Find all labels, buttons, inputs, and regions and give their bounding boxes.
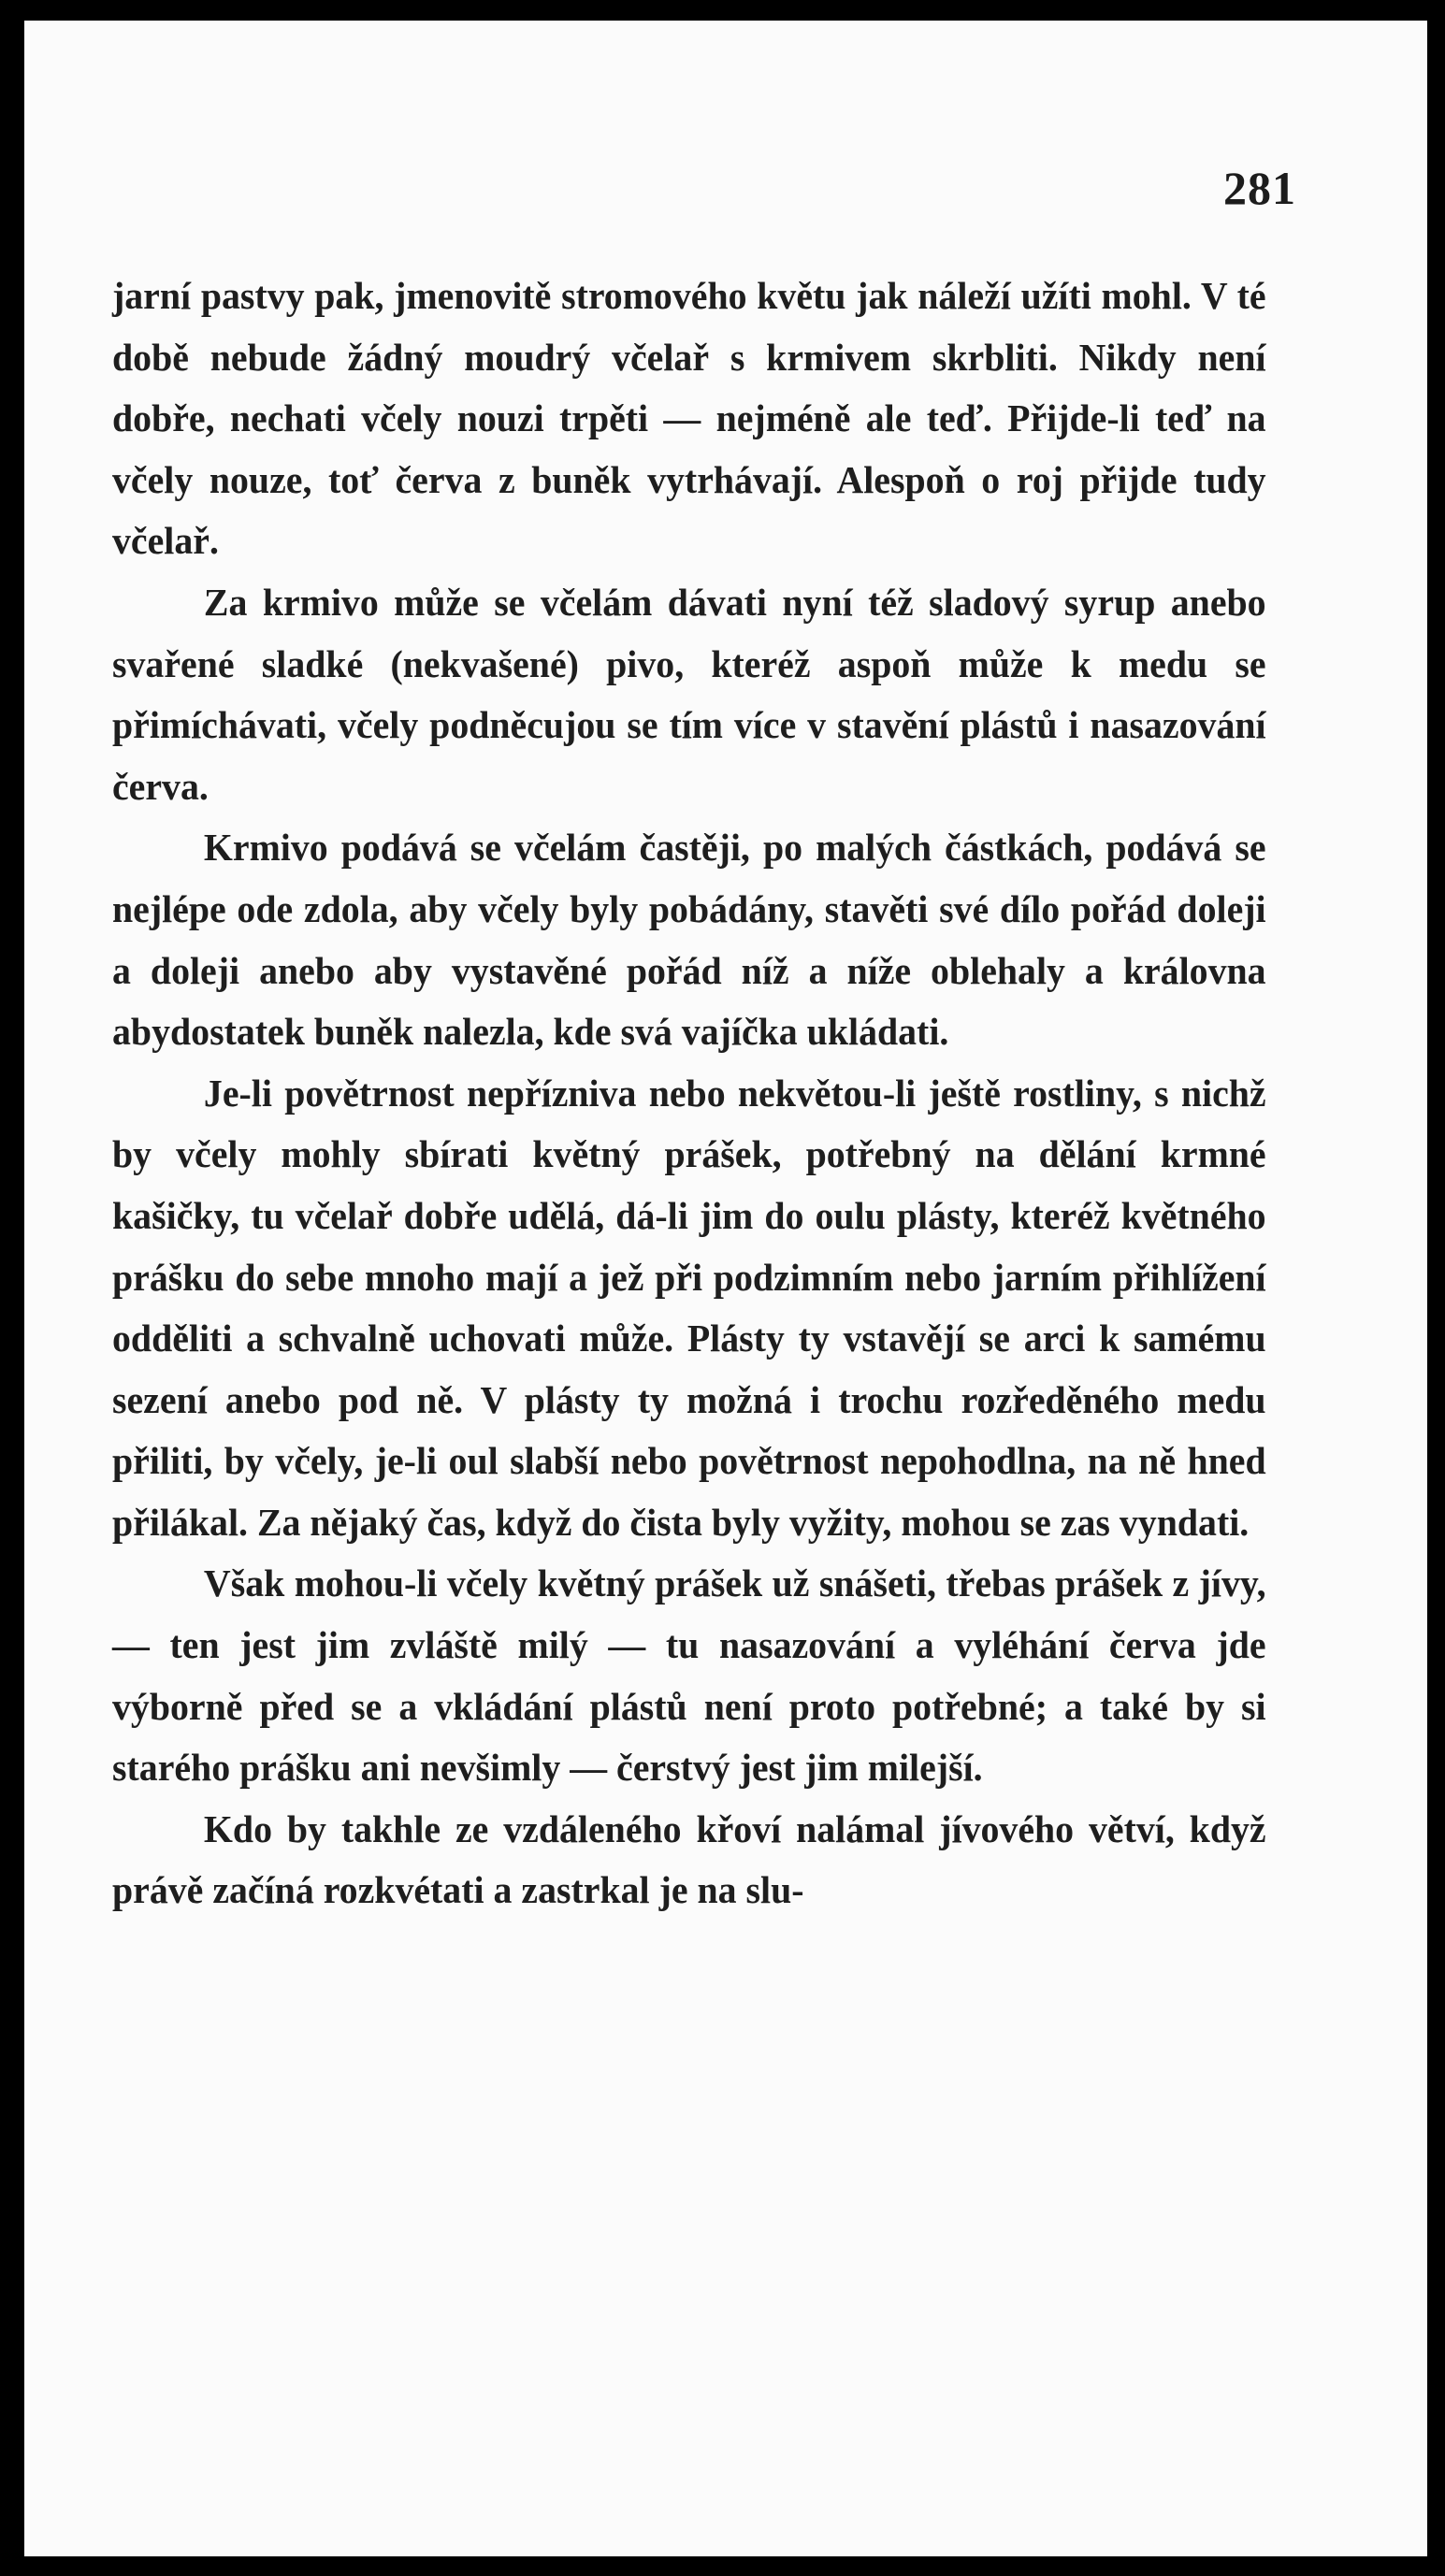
- body-text: [112, 266, 1267, 1921]
- paragraph-2: Za krmivo může se včelám dávati nyní též sladový syrup anebo svařené sladké (nekvašené) pivo, kteréž aspoň může k medu se přimíchávati, včely podněcujou se tím více v stavění plástů i nasazování červa.: [112, 580, 1266, 808]
- paragraph-6: Kdo by takhle ze vzdáleného křoví nalámal jívového větví, když právě začíná rozkvétati a zastrkal je na slu-: [112, 1806, 1266, 1912]
- paragraph-5: Však mohou-li včely květný prášek už snášeti, třebas prášek z jívy, — ten jest jim zvláště milý — tu nasazování a vyléhání červa jde výborně před se a vkládání plástů není proto potřebné; a také by si starého prášku ani nevšimly — čerstvý jest jim milejší.: [112, 1561, 1266, 1790]
- paragraph-4: Je-li povětrnost nepřízniva nebo nekvětou-li ještě rostliny, s nichž by včely mohly sbírati květný prášek, potřebný na dělání krmné kašičky, tu včelař dobře udělá, dá-li jim do oulu plásty, kteréž květného prášku do sebe mnoho mají a jež při podzimním nebo jarním přihlížení odděliti a schvalně uchovati může. Plásty ty vstavějí se arci k samému sezení anebo pod ně. V plásty ty možná i trochu rozředěného medu přiliti, by včely, je-li oul slabší nebo povětrnost nepohodlna, na ně hned přilákal. Za nějaký čas, když do čista byly vyžity, mohou se zas vyndati.: [112, 1071, 1266, 1544]
- book-page: [24, 21, 1427, 2556]
- paragraph-1: jarní pastvy pak, jmenovitě stromového květu jak náleží užíti mohl. V té době nebude žádný moudrý včelař s krmivem skrbliti. Nikdy není dobře, nechati včely nouzi trpěti — nejméně ale teď. Přijde-li teď na včely nouze, toť červa z buněk vytrhávají. Alespoň o roj přijde tudy včelař.: [112, 274, 1266, 563]
- paragraph-3: Krmivo podává se včelám častěji, po malých částkách, podává se nejlépe ode zdola, aby včely byly pobádány, stavěti své dílo pořád doleji a doleji anebo aby vystavěné pořád níž a níže oblehaly a královna abydostatek buněk nalezla, kde svá vajíčka ukládati.: [112, 826, 1266, 1054]
- page-number: 281: [1223, 162, 1296, 214]
